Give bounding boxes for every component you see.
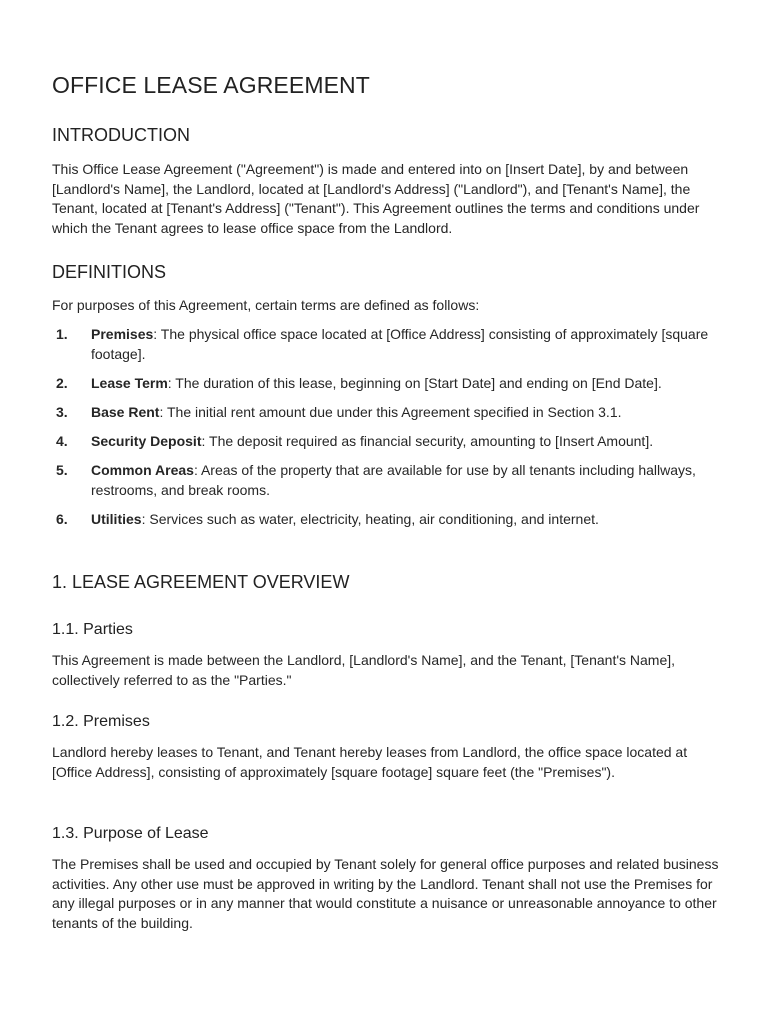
definition-item-security-deposit xyxy=(52,432,724,452)
definition-term: Common Areas xyxy=(91,462,194,479)
introduction-paragraph: This Office Lease Agreement ("Agreement") is made and entered into on [Insert Date], by and between [Landlord's Name], the Landlord, located at [Landlord's Address] ("Landlord"), and [Tenant's Name], the Tenant, located at [Tenant's Address] ("Tenant"). This Agreement outlines the terms and conditions under which the Tenant agrees to lease office space from the Landlord. xyxy=(52,161,700,236)
list-number: 2. xyxy=(56,374,68,391)
list-number: 6. xyxy=(56,511,68,528)
premises-heading: 1.2. Premises xyxy=(52,713,150,730)
list-number: 5. xyxy=(56,462,68,479)
definition-term: Utilities xyxy=(91,511,142,528)
list-number: 4. xyxy=(56,433,68,450)
definition-term: Security Deposit xyxy=(91,433,202,450)
definition-item-premises xyxy=(52,325,724,364)
definition-text: : The duration of this lease, beginning on [Start Date] and ending on [End Date]. xyxy=(167,374,662,391)
purpose-heading: 1.3. Purpose of Lease xyxy=(52,825,209,842)
definition-item-common-areas xyxy=(52,461,724,500)
definition-item-utilities xyxy=(52,510,724,530)
parties-paragraph: This Agreement is made between the Landlord, [Landlord's Name], and the Tenant, [Tenant's Name], collectively referred to as the "Parties." xyxy=(52,652,676,688)
parties-heading: 1.1. Parties xyxy=(52,621,133,638)
purpose-paragraph: The Premises shall be used and occupied by Tenant solely for general office purposes and related business activities. Any other use must be approved in writing by the Landlord. Tenant shall not use the Premises for any illegal purposes or in any manner that would constitute a nuisance or unreasonable annoyance to other tenants of the building. xyxy=(52,856,719,931)
document-title: OFFICE LEASE AGREEMENT xyxy=(52,72,370,98)
definition-text: : The deposit required as financial security, amounting to [Insert Amount]. xyxy=(201,433,654,450)
definitions-intro: For purposes of this Agreement, certain terms are defined as follows: xyxy=(52,297,480,313)
introduction-heading: INTRODUCTION xyxy=(52,125,190,145)
definition-text: : The physical office space located at [Office Address] consisting of approximately [square footage]. xyxy=(91,326,709,362)
definition-item-lease-term xyxy=(52,374,724,394)
list-number: 3. xyxy=(56,403,68,420)
definition-term: Lease Term xyxy=(91,374,168,391)
section-1-heading: 1. LEASE AGREEMENT OVERVIEW xyxy=(52,572,350,592)
premises-paragraph: Landlord hereby leases to Tenant, and Tenant hereby leases from Landlord, the office space located at [Office Address], consisting of approximately [square footage] square feet (the "Premises"). xyxy=(52,744,688,780)
definition-item-base-rent xyxy=(52,403,724,423)
definition-term: Base Rent xyxy=(91,403,160,420)
definition-term: Premises xyxy=(91,326,154,342)
definition-text: : Areas of the property that are available for use by all tenants including hallways, restrooms, and break rooms. xyxy=(91,462,696,498)
list-number: 1. xyxy=(56,326,68,342)
definition-text: : Services such as water, electricity, heating, air conditioning, and internet. xyxy=(141,511,599,528)
definition-text: : The initial rent amount due under this Agreement specified in Section 3.1. xyxy=(159,403,622,420)
definitions-list xyxy=(52,325,724,539)
definitions-heading: DEFINITIONS xyxy=(52,262,167,282)
